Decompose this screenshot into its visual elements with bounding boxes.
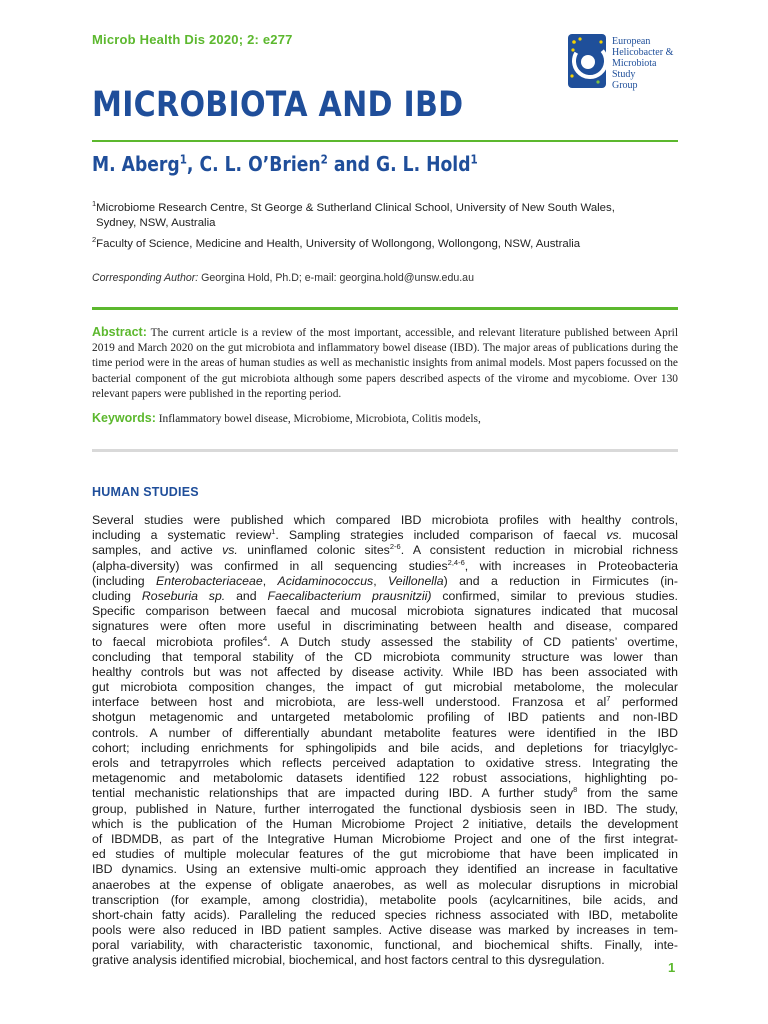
affiliation-1 — [92, 196, 682, 216]
body-line — [92, 619, 678, 634]
body-line — [92, 832, 678, 847]
body-line — [92, 726, 678, 741]
body-line — [92, 756, 678, 771]
italic-text: Acidaminococcus — [277, 573, 374, 588]
affiliation-2 — [92, 232, 682, 252]
body-line — [92, 665, 678, 680]
body-text-run: anaerobes at the expense of obligate anaerobes, as well as molecular disruptions in microbial — [92, 877, 678, 892]
logo-line: Study — [612, 69, 636, 80]
body-text-run: performed — [610, 695, 678, 710]
body-line — [92, 559, 678, 574]
body-text-run: gut microbiota composition changes, the impact of gut microbial metabolome, the molecular — [92, 680, 678, 695]
body-text-run: including a systematic review — [92, 528, 272, 543]
body-text-run: shotgun metagenomic and untargeted metabolomic profiling of IBD patients and non-IBD — [92, 710, 678, 725]
body-line — [92, 589, 678, 604]
body-text-run: uninflamed colonic sites — [237, 543, 390, 558]
citation-superscript: 1 — [271, 527, 276, 537]
body-text-run: (alpha-diversity) was confirmed in all sequencing studies — [92, 558, 448, 573]
section-divider — [92, 449, 678, 452]
logo-line: European — [612, 36, 651, 47]
keywords-label: Keywords: — [92, 411, 156, 425]
italic-text: vs. — [606, 528, 623, 543]
body-text-run: poral variability, with characteristic taxonomic, functional, and biochemical shifts. Finally, inte- — [92, 938, 678, 953]
author-separator: , — [186, 152, 200, 176]
author-name: M. Aberg — [92, 152, 180, 176]
body-line — [92, 680, 678, 695]
ehmsg-logo-mark-icon — [568, 34, 606, 88]
body-line — [92, 786, 678, 801]
body-text-run: , with increases in Proteobacteria — [464, 558, 678, 573]
body-text-run: healthy controls but was not affected by disease activity. While IBD has been associated with — [92, 664, 678, 679]
body-line — [92, 771, 678, 786]
logo-line: Microbiota — [612, 58, 657, 69]
body-line — [92, 635, 678, 650]
body-text-run: short-chain fatty acids). Paralleling the reduced species richness associated with IBD, metabolite — [92, 907, 678, 922]
body-text-run: Specific comparison between faecal and mucosal microbiota signatures indicated that mucosal — [92, 604, 678, 619]
body-line — [92, 908, 678, 923]
body-text-run: from the same — [577, 786, 679, 801]
body-paragraph — [92, 513, 678, 969]
body-text-run: confirmed, similar to previous studies. — [431, 588, 678, 603]
affiliation-mark: 1 — [92, 199, 97, 208]
affiliation-1-continued: Sydney, NSW, Australia — [96, 217, 216, 230]
citation-superscript: 2-6 — [389, 542, 401, 552]
body-line — [92, 953, 678, 968]
citation-superscript: 2,4-6 — [447, 557, 465, 567]
body-line — [92, 574, 678, 589]
body-line — [92, 938, 678, 953]
body-text-run: and — [225, 588, 268, 603]
body-text-run: ed studies of multiple molecular features of the gut microbiome that have been implicated in — [92, 847, 678, 862]
ehmsg-logo-text — [612, 36, 673, 91]
author-list — [92, 152, 478, 176]
body-line — [92, 847, 678, 862]
citation-superscript: 8 — [573, 785, 578, 795]
body-text-run: . Sampling strategies included comparison of faecal — [275, 528, 607, 543]
affiliation-mark: 2 — [92, 234, 97, 244]
body-line — [92, 741, 678, 756]
affiliation-text: Faculty of Science, Medicine and Health, University of Wollongong, Wollongong, NSW, Australia — [96, 237, 581, 250]
italic-text: Faecalibacterium prausnitzii) — [267, 588, 432, 603]
body-text-run: (including — [92, 573, 157, 588]
body-line — [92, 528, 678, 543]
body-line — [92, 543, 678, 558]
keywords-text: Inflammatory bowel disease, Microbiome, Microbiota, Colitis models, — [158, 413, 481, 425]
body-text-run: , — [262, 573, 278, 588]
body-text-run: . A Dutch study assessed the stability of CD patients’ overtime, — [267, 634, 678, 649]
body-text-run: cohort; including enrichments for sphingolipids and bile acids, and depletions for triacylglyc- — [92, 740, 678, 755]
section-heading-human-studies: HUMAN STUDIES — [92, 485, 199, 499]
body-text-run: ) and a reduction in Firmicutes (in- — [443, 573, 678, 588]
body-text-run: Several studies were published which compared IBD microbiota profiles with healthy controls, — [92, 513, 678, 527]
ehmsg-logo — [568, 34, 688, 90]
body-line — [92, 862, 678, 877]
body-line — [92, 817, 678, 832]
body-line — [92, 513, 678, 528]
title-divider — [92, 140, 678, 142]
body-text-run: transcription (for example, among clostridia), metabolite pools (acylcarnitines, bile acids, and — [92, 892, 678, 907]
author-affiliation-mark: 2 — [320, 152, 328, 167]
body-text-run: which is the publication of the Human Microbiome Project 2 initiative, details the development — [92, 816, 678, 831]
body-line — [92, 878, 678, 893]
italic-text: vs. — [222, 543, 238, 558]
logo-line: Group — [612, 80, 638, 91]
body-text-run: erols and tetrapyrroles which reflects perceived adaptation to oxidative stress. Integrating the — [92, 756, 678, 770]
author-affiliation-mark: 1 — [470, 152, 478, 167]
corresponding-author — [92, 272, 474, 284]
italic-text: Veillonella — [388, 573, 444, 588]
body-text-run: interface between host and microbiota, are less-well understood. Franzosa et al — [92, 695, 607, 710]
article-title: MICROBIOTA AND IBD — [92, 85, 464, 125]
citation-superscript: 4 — [262, 633, 268, 643]
author-separator: and — [327, 152, 376, 176]
abstract-text: The current article is a review of the most important, accessible, and relevant literature published between April 2019 and March 2020 on the gut microbiota and inflammatory bowel disease (IBD). The major areas of publications during the time period were in the areas of human studies as well as mechanistic insights from animal models. Most papers focussed on the bacterial component of the gut microbiota although some papers described aspects of the virome and mycobiome. Over 130 relevant papers were published in the reporting period. — [92, 327, 678, 400]
author-name: C. L. O’Brien — [199, 152, 321, 176]
abstract-label: Abstract: — [92, 325, 147, 339]
body-text-run: mucosal — [622, 528, 678, 543]
italic-text: Roseburia sp. — [141, 588, 226, 603]
logo-line: Helicobacter & — [612, 47, 674, 58]
affiliation-text: Microbiome Research Centre, St George & Sutherland Clinical School, University of New South Wales, — [96, 201, 615, 214]
affiliations — [92, 196, 682, 252]
body-text-run: tential mechanistic relationships that are impacted during IBD. A further study — [92, 786, 574, 801]
body-line — [92, 695, 678, 710]
body-line — [92, 802, 678, 817]
body-text-run: concluding that temporal stability of the CD microbiota community structure was lower than — [92, 649, 678, 664]
journal-reference: Microb Health Dis 2020; 2: e277 — [92, 32, 293, 47]
body-text-run: grative analysis identified microbial, biochemical, and host factors central to this dysregulation. — [92, 953, 605, 968]
citation-superscript: 7 — [606, 694, 611, 704]
body-text-run: metagenomic and metabolomic datasets identified 122 robust associations, highlighting po- — [92, 771, 678, 786]
body-text-run: controls. A number of differentially abundant metabolite features were identified in the IBD — [92, 725, 678, 740]
body-text-run: to faecal microbiota profiles — [92, 634, 263, 649]
author-name: G. L. Hold — [375, 152, 471, 176]
body-line — [92, 604, 678, 619]
corresponding-author-label: Corresponding Author: — [92, 272, 199, 284]
keywords — [92, 411, 481, 425]
body-line — [92, 650, 678, 665]
corresponding-author-text: Georgina Hold, Ph.D; e-mail: georgina.hold@unsw.edu.au — [198, 272, 474, 284]
body-text-run: , — [373, 573, 388, 588]
body-text-run: samples, and active — [92, 543, 223, 558]
body-text-run: signatures were often more useful in discriminating between health and disease, compared — [92, 619, 678, 634]
body-text-run: of IBDMDB, as part of the Integrative Human Microbiome Project and one of the first integrat- — [92, 831, 678, 846]
abstract — [92, 325, 678, 402]
body-text-run: cluding — [92, 588, 142, 603]
body-text-run: group, published in Nature, further interrogated the functional dysbiosis seen in IBD. The study, — [92, 801, 678, 816]
body-line — [92, 710, 678, 725]
body-line — [92, 923, 678, 938]
page-number: 1 — [668, 960, 676, 975]
body-line — [92, 893, 678, 908]
body-text-run: IBD dynamics. Using an extensive multi-omic approach they identified an increase in facultative — [92, 862, 678, 877]
body-text-run: . A consistent reduction in microbial richness — [400, 543, 678, 558]
body-text-run: pools were also reduced in IBD patient samples. Active disease was marked by increases in tem- — [92, 923, 678, 938]
author-affiliation-mark: 1 — [179, 152, 187, 167]
abstract-divider — [92, 307, 678, 310]
italic-text: Enterobacteriaceae — [156, 573, 263, 588]
